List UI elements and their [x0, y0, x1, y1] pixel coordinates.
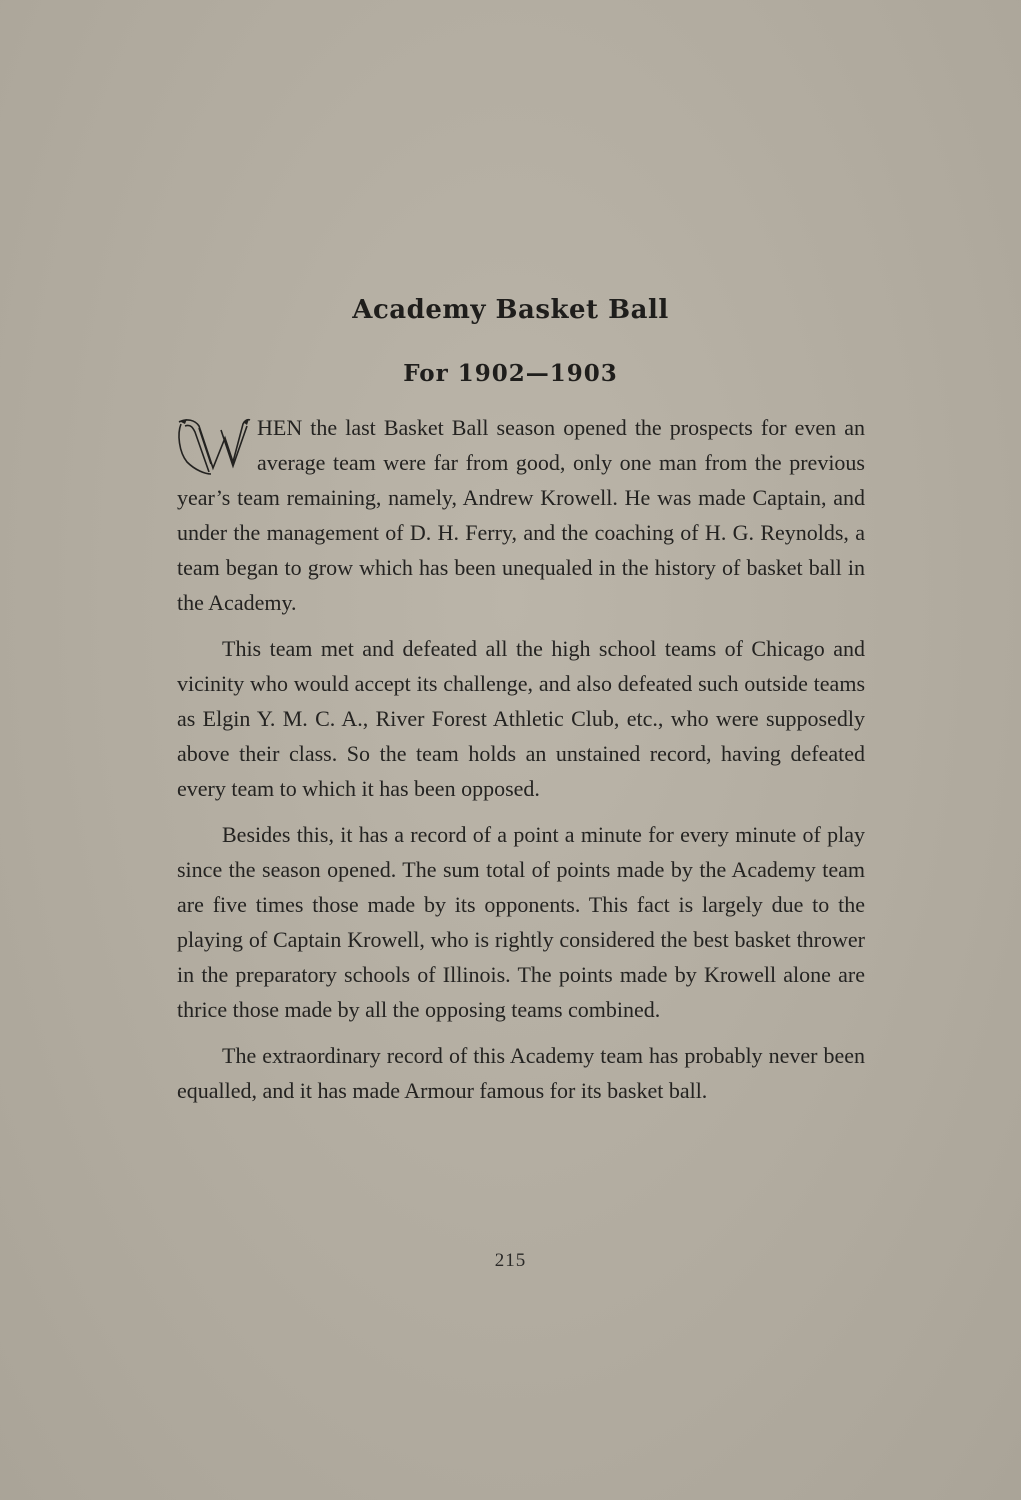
- paragraph-1-text: HEN the last Basket Ball season opened the prospects for even an average team were far from good, only one man from the previous year’s team remaining, namely, Andrew Krowell. He was made Captain, and under the management of D. H. Ferry, and the coaching of H. G. Reynolds, a team began to grow which has been unequaled in the history of basket ball in the Academy.: [177, 415, 865, 615]
- page-subtitle: For 1902—1903: [403, 360, 618, 387]
- paragraph-1: [177, 410, 865, 620]
- page-number: 215: [494, 1250, 527, 1271]
- page-title: Academy Basket Ball: [352, 295, 669, 325]
- paragraph-4: The extraordinary record of this Academy team has probably never been equalled, and it has made Armour famous for its basket ball.: [177, 1043, 865, 1103]
- paragraph-3: Besides this, it has a record of a point a minute for every minute of play since the season opened. The sum total of points made by the Academy team are five times those made by its opponents. This fact is largely due to the playing of Captain Krowell, who is rightly considered the best basket thrower in the preparatory schools of Illinois. The points made by Krowell alone are thrice those made by all the opposing teams combined.: [177, 822, 865, 1022]
- paragraph-2: This team met and defeated all the high school teams of Chicago and vicinity who would accept its challenge, and also defeated such outside teams as Elgin Y. M. C. A., River Forest Athletic Club, etc., who were supposedly above their class. So the team holds an unstained record, having defeated every team to which it has been opposed.: [177, 636, 865, 801]
- drop-cap-w-icon: [177, 416, 251, 478]
- article-body: [177, 410, 865, 1119]
